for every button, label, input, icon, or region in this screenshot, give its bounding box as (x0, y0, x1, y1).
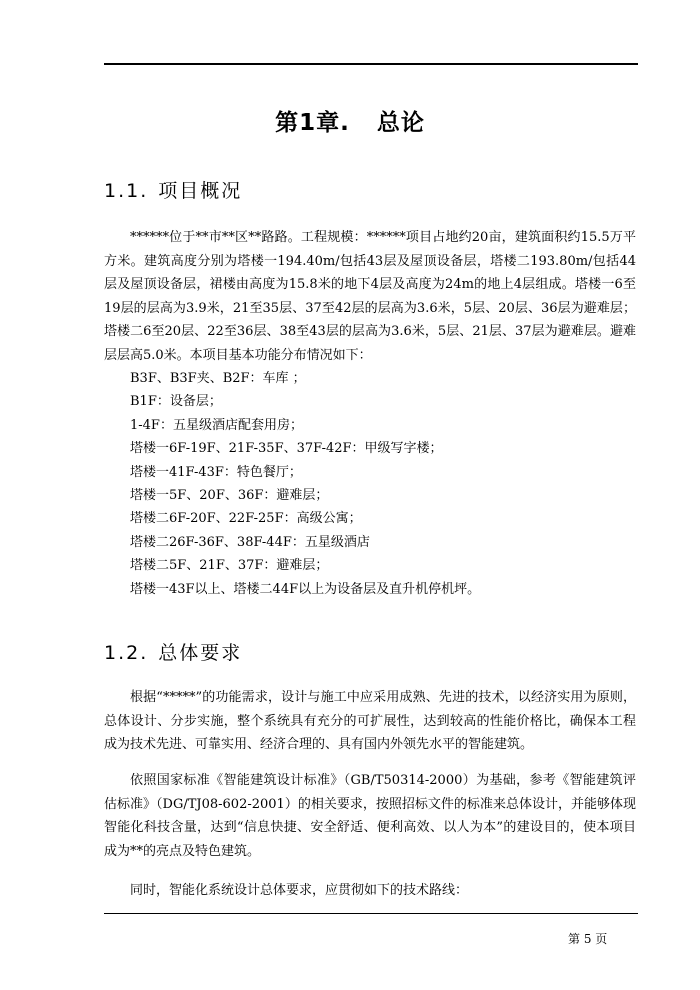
list-item: 塔楼一5F、20F、36F：避难层； (130, 488, 329, 504)
requirements-paragraph: 根据“*****”的功能需求，设计与施工中应采用成熟、先进的技术，以经济实用为原则，总体设计、分步实施，整个系统具有充分的可扩展性，达到较高的性能价格比，确保本工程成为技术先进、可靠实用、经济合理的、具有国内外领先水平的智能建筑。 (104, 690, 636, 753)
list-item: 塔楼二5F、21F、37F：避难层； (130, 558, 329, 574)
page-number: 第 5 页 (568, 932, 608, 946)
section-title: 项目概况 (158, 180, 243, 202)
list-item: 塔楼二6F-20F、22F-25F：高级公寓； (130, 511, 362, 527)
footer-rule (104, 913, 638, 914)
chapter-title: 第1章. 总论 (275, 110, 425, 136)
requirements-paragraph: 依照国家标准《智能建筑设计标准》（GB/T50314-2000）为基础，参考《智能建筑评估标准》（DG/TJ08-602-2001）的相关要求，按照招标文件的标准来总体设计，并能够体现智能化科技含量，达到“信息快捷、安全舒适、便利高效、以人为本”的建设目的，使本项目成为**的亮点及特色建筑。 (104, 773, 636, 859)
section-number: 1.2. (104, 642, 149, 664)
section-title: 总体要求 (158, 642, 243, 664)
requirements-paragraph: 同时，智能化系统设计总体要求，应贯彻如下的技术路线： (130, 883, 469, 898)
list-item: B3F、B3F夹、B2F：车库 ； (130, 371, 306, 386)
section-number: 1.1. (104, 180, 149, 202)
function-list (130, 367, 480, 601)
section-heading-overview (104, 176, 242, 203)
section-heading-requirements (104, 638, 242, 665)
overview-paragraph: ******位于**市**区**路路。工程规模：******项目占地约20亩，建筑面积约15.5万平方米。建筑高度分别为塔楼一194.40m/包括43层及屋顶设备层，塔楼二193.80m/包括44层及屋顶设备层，裙楼由高度为15.8米的地下4层及高度为24m的地上4层组成。塔楼一6至19层的层高为3.9米，21至35层、37至42层的层高为3.6米，5层、20层、36层为避难层；塔楼二6至20层、22至36层、38至43层的层高为3.6米，5层、21层、37层为避难层。避难层层高5.0米。本项目基本功能分布情况如下： (104, 230, 636, 363)
header-rule (104, 63, 638, 65)
list-item: B1F：设备层； (130, 394, 222, 410)
list-item: 塔楼一41F-43F：特色餐厅； (130, 464, 302, 480)
list-item: 塔楼二26F-36F、38F-44F：五星级酒店 (130, 534, 370, 550)
list-item: 塔楼一6F-19F、21F-35F、37F-42F：甲级写字楼； (130, 441, 443, 457)
list-item: 1-4F：五星级酒店配套用房； (130, 417, 303, 433)
list-item: 塔楼一43F以上、塔楼二44F以上为设备层及直升机停机坪。 (130, 581, 481, 597)
